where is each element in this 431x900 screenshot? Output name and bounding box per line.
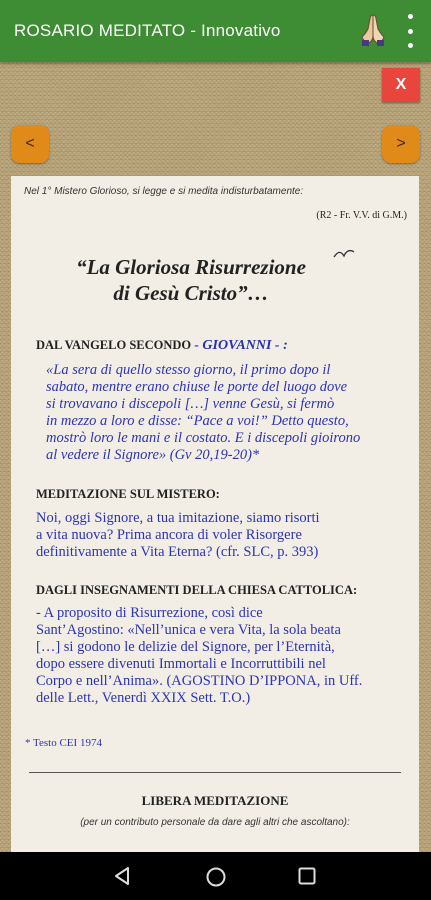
app-title: ROSARIO MEDITATO - Innovativo (14, 21, 281, 40)
teaching-text: - A proposito di Risurrezione, così dice Sant’Agostino: «Nell’unica e vera Vita, la sola beata […] si godono le delizie del Signore, per l’Eternità, dopo essere divenuti Immortali e Incorruttibili nel Corpo e nell’Anima». (AGOSTINO D’IPPONA, in Uff. delle Lett., Venerdì XXIX Sett. T.O.) (36, 605, 363, 706)
mystery-title-line-1: “La Gloriosa Risurrezione (76, 255, 306, 279)
next-button[interactable]: > (382, 125, 420, 163)
recents-icon[interactable] (297, 866, 317, 886)
divider (29, 772, 401, 773)
back-icon[interactable] (113, 866, 133, 886)
libera-note: (per un contributo personale da dare agli altri che ascoltano): (80, 817, 350, 828)
meditation-heading: MEDITAZIONE SUL MISTERO: (36, 487, 220, 501)
system-navigation-bar (0, 852, 431, 900)
mystery-title (41, 254, 341, 306)
gospel-evangelist: - GIOVANNI - : (194, 338, 288, 353)
gospel-text: «La sera di quello stesso giorno, il primo dopo il sabato, mentre erano chiuse le porte del luogo dove si trovavano i discepoli […] venne Gesù, si fermò in mezzo a loro e disse: “Pace a voi!” Detto questo, mostrò loro le mani e il costato. E i discepoli gioirono al vedere il Signore» (Gv 20,19-20)* (46, 362, 361, 463)
home-icon[interactable] (205, 866, 227, 888)
gospel-heading-label: DAL VANGELO SECONDO (36, 338, 192, 352)
meditation-text: Noi, oggi Signore, a tua imitazione, siamo risorti a vita nuova? Prima ancora di voler Risorgere definitivamente a Vita Eterna? (cfr. SLC, p. 393) (36, 510, 320, 560)
previous-button[interactable]: < (11, 125, 49, 163)
mystery-title-line-2: di Gesù Cristo”… (113, 281, 269, 305)
credit-text: (R2 - Fr. V.V. di G.M.) (316, 210, 407, 221)
praying-hands-icon[interactable] (360, 13, 386, 47)
close-button[interactable]: X (382, 68, 420, 102)
more-vert-icon[interactable] (400, 14, 420, 48)
intro-text: Nel 1° Mistero Glorioso, si legge e si medita indisturbatamente: (24, 186, 304, 197)
app-bar (0, 0, 431, 62)
footnote: * Testo CEI 1974 (25, 737, 102, 749)
dove-icon (333, 248, 355, 260)
mystery-page (11, 176, 419, 852)
gospel-heading (36, 338, 288, 354)
teaching-heading: DAGLI INSEGNAMENTI DELLA CHIESA CATTOLICA: (36, 583, 358, 597)
libera-heading: LIBERA MEDITAZIONE (141, 793, 289, 808)
